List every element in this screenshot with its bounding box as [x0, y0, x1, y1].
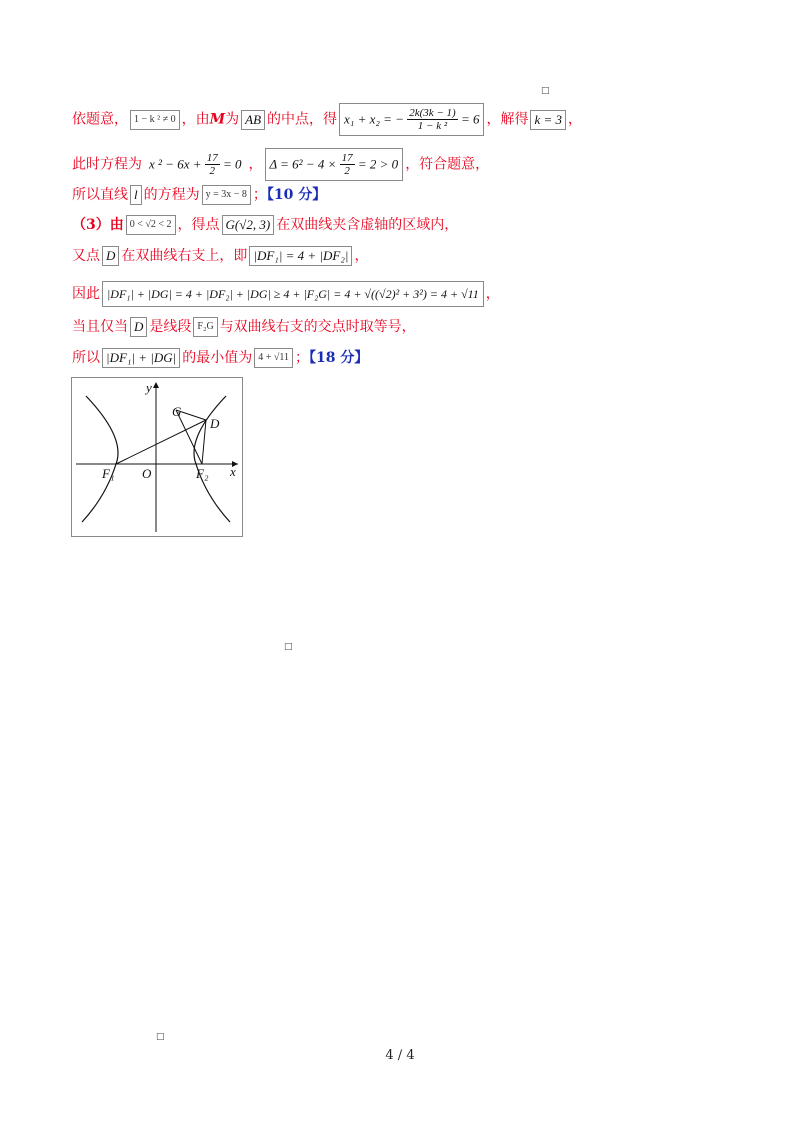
text: ，	[354, 248, 369, 264]
formula-text: = 6	[460, 111, 480, 127]
solution-line-6	[72, 281, 500, 307]
solution-line-4	[72, 215, 458, 235]
text: 的方程为	[143, 187, 200, 203]
denominator: 1 − k ²	[417, 120, 448, 132]
formula-box: 4 + √11	[254, 348, 293, 368]
solution-line-2	[72, 148, 489, 181]
solution-line-3	[72, 185, 326, 205]
formula-text: x₁ + x₂ = −	[344, 111, 404, 127]
denominator: 2	[344, 165, 350, 177]
left-branch	[82, 396, 118, 522]
solution-line-1	[72, 103, 582, 136]
solution-line-7	[72, 317, 416, 337]
text: 又点	[72, 248, 100, 264]
point-m: M	[209, 111, 226, 128]
segment-df1	[116, 420, 206, 464]
score-mark: 【10 分】	[266, 187, 327, 203]
formula-box: 1 − k ² ≠ 0	[130, 110, 180, 130]
page-number: 4 / 4	[385, 1048, 415, 1063]
formula-box: F₂G	[193, 317, 217, 337]
formula-box: |DF₁| + |DG| = 4 + |DF₂| + |DG| ≥ 4 + |F₂G| = 4 + √((√2)² + 3²) = 4 + √11	[102, 281, 484, 307]
formula-box	[339, 103, 484, 136]
formula-box: |DF₁| = 4 + |DF₂|	[249, 246, 352, 266]
text: 在双曲线右支上，即	[121, 248, 248, 264]
formula-box: AB	[241, 110, 265, 130]
hyperbola-diagram	[72, 378, 242, 536]
numerator: 17	[341, 152, 353, 164]
text: 此时方程为	[72, 156, 142, 173]
text: ，得点	[177, 217, 220, 233]
text: 在双曲线夹含虚轴的区域内，	[276, 217, 459, 233]
label-x: x	[230, 464, 236, 479]
numerator: 17	[206, 152, 218, 164]
text: ，解得	[486, 111, 529, 128]
label-g: G	[172, 404, 182, 419]
format-mark: □	[156, 1032, 165, 1042]
score-mark: 【18 分】	[308, 350, 369, 366]
text: 依题意，	[72, 111, 128, 128]
text: 的最小值为	[182, 350, 253, 366]
formula-box: D	[130, 317, 147, 337]
formula-box: |DF₁| + |DG|	[102, 348, 180, 368]
text: ；	[294, 350, 309, 366]
text: 因此	[72, 286, 100, 302]
text: 为	[225, 111, 240, 128]
text: 的中点，得	[267, 111, 338, 128]
part-label: （3）由	[72, 217, 124, 233]
formula-box: l	[130, 185, 142, 205]
text: ，	[485, 286, 500, 302]
text: ，	[248, 156, 263, 173]
fraction	[407, 107, 458, 132]
fraction	[340, 152, 355, 177]
y-axis-arrow	[153, 382, 159, 388]
text: 所以	[72, 350, 100, 366]
text: ；	[252, 187, 267, 203]
text: 与双曲线右支的交点时取等号，	[219, 319, 416, 335]
formula-text: x ² − 6x +	[149, 156, 202, 172]
label-f2: F₂	[196, 466, 209, 481]
format-mark: □	[284, 642, 293, 652]
formula-text: Δ = 6² − 4 ×	[269, 156, 337, 172]
fraction	[205, 152, 220, 177]
solution-line-5	[72, 246, 368, 266]
formula-box: k = 3	[530, 110, 566, 130]
solution-line-8	[72, 348, 368, 368]
formula-box: 0 < √2 < 2	[126, 215, 176, 235]
label-d: D	[210, 416, 220, 431]
formula-box	[144, 148, 247, 181]
label-origin: O	[142, 466, 152, 481]
text: 是线段	[149, 319, 192, 335]
formula-box: y = 3x − 8	[202, 185, 251, 205]
label-y: y	[146, 380, 152, 395]
formula-text: = 2 > 0	[357, 156, 399, 172]
text: ，	[568, 111, 583, 128]
text: 所以直线	[72, 187, 128, 203]
formula-box: D	[102, 246, 119, 266]
numerator: 2k(3k − 1)	[409, 107, 456, 119]
hyperbola-figure	[71, 377, 243, 537]
denominator: 2	[209, 165, 215, 177]
text: ，由	[181, 111, 210, 128]
label-f1: F₁	[102, 466, 115, 481]
text: ，符合题意，	[405, 156, 490, 173]
text: 当且仅当	[72, 319, 128, 335]
formula-box: G(√2, 3)	[222, 215, 275, 235]
formula-text: = 0	[222, 156, 242, 172]
format-mark: □	[541, 86, 550, 96]
formula-box	[265, 148, 404, 181]
